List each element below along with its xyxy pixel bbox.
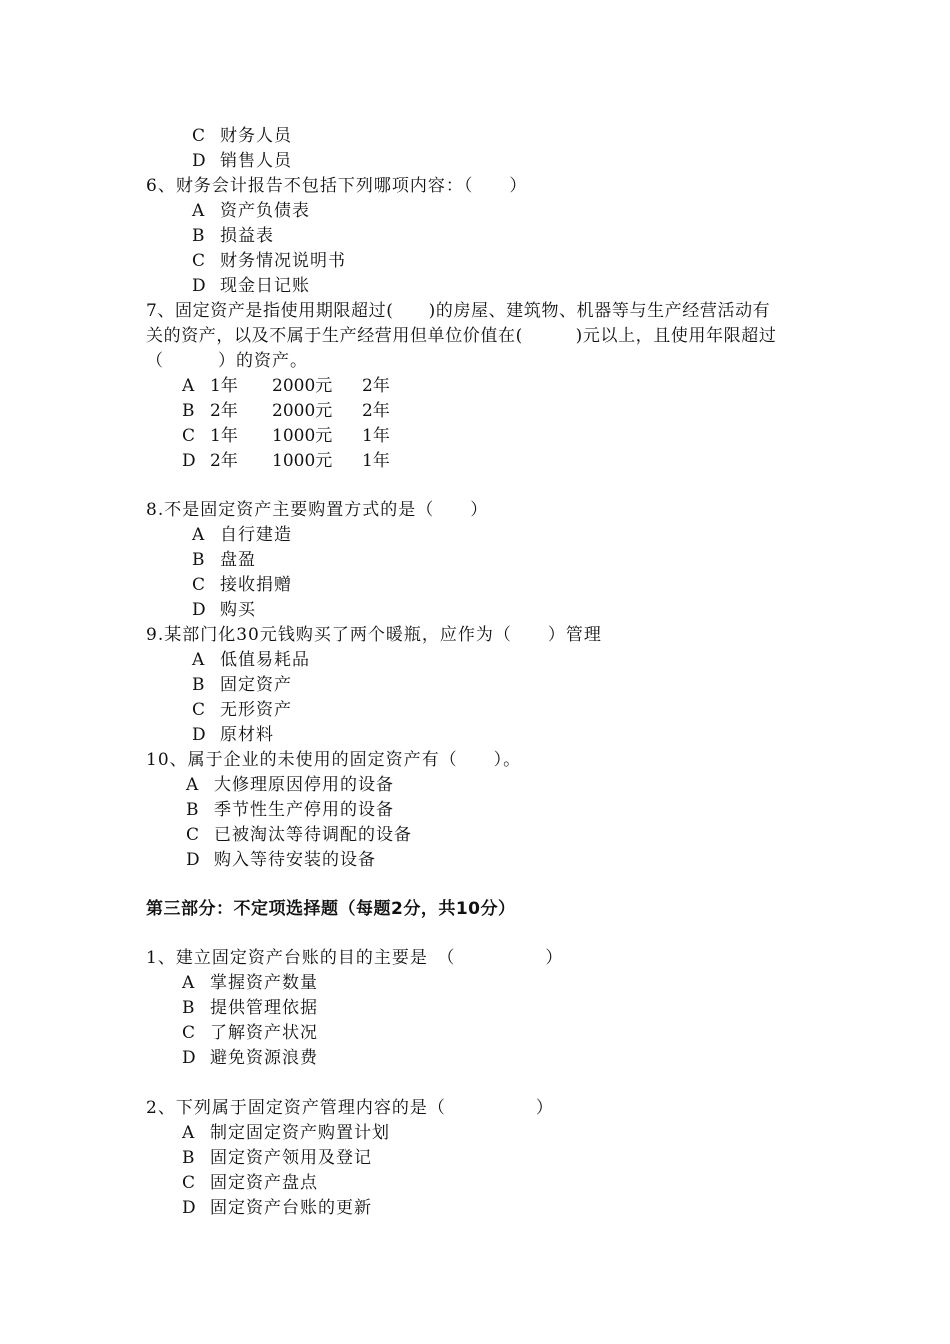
option-text: 原材料 [220,725,274,745]
option-letter: C [192,700,207,720]
option-letter: D [182,1048,197,1068]
option-c [186,823,412,847]
option-text: 提供管理依据 [210,998,318,1018]
option-letter: B [182,1148,196,1168]
option-letter: C [192,126,207,146]
option-letter: D [192,725,207,745]
option-c [182,1171,318,1195]
option-text: 固定资产 [220,675,292,695]
option-col-3: 1年 [362,426,390,446]
option-col-2: 1000元 [272,426,333,446]
option-d [182,1046,318,1070]
option-letter: B [182,401,195,421]
option-letter: A [182,1123,196,1143]
option-d [192,149,292,173]
option-b [186,798,394,822]
question-7-line-1: 7、固定资产是指使用期限超过( )的房屋、建筑物、机器等与生产经营活动有 [146,301,771,321]
question-9: 9.某部门化30元钱购买了两个暖瓶，应作为（ ）管理 [146,625,602,645]
option-b [192,673,292,697]
option-letter: D [192,276,207,296]
option-letter: A [192,201,206,221]
option-b [192,548,256,572]
option-c [192,249,346,273]
question-10: 10、属于企业的未使用的固定资产有（ ）。 [146,750,522,770]
option-text: 固定资产台账的更新 [210,1198,372,1218]
option-d [192,274,310,298]
option-text: 接收捐赠 [220,575,292,595]
option-letter: B [182,998,196,1018]
section-heading: 第三部分：不定项选择题（每题2分，共10分） [146,899,516,919]
option-a [192,648,310,672]
option-letter: B [186,800,200,820]
option-letter: C [182,1173,197,1193]
option-text: 已被淘汰等待调配的设备 [214,825,412,845]
option-letter: A [182,376,195,396]
option-letter: A [182,973,196,993]
option-letter: C [192,251,207,271]
question-1: 1、建立固定资产台账的目的主要是 （ ） [146,948,564,968]
option-letter: C [182,1023,197,1043]
option-d [192,598,256,622]
option-col-1: 1年 [210,376,238,396]
option-d [182,1196,372,1220]
option-text: 无形资产 [220,700,292,720]
option-text: 低值易耗品 [220,650,310,670]
option-letter: D [186,850,201,870]
option-col-2: 2000元 [272,376,333,396]
option-text: 固定资产盘点 [210,1173,318,1193]
option-a [192,523,292,547]
option-text: 损益表 [220,226,274,246]
question-8: 8.不是固定资产主要购置方式的是（ ） [146,500,489,520]
option-d [186,848,376,872]
option-text: 现金日记账 [220,276,310,296]
option-col-2: 1000元 [272,451,333,471]
option-letter: B [192,226,206,246]
option-letter: A [192,650,206,670]
option-col-3: 2年 [362,401,390,421]
option-letter: C [192,575,207,595]
option-text: 购入等待安装的设备 [214,850,376,870]
option-text: 季节性生产停用的设备 [214,800,394,820]
option-letter: D [182,451,196,471]
option-d [192,723,274,747]
question-7-line-3: （ ）的资产。 [146,351,308,371]
option-text: 掌握资产数量 [210,973,318,993]
option-letter: A [192,525,206,545]
option-c [182,1021,318,1045]
option-c [192,124,292,148]
question-7-line-2: 关的资产，以及不属于生产经营用但单位价值在( )元以上，且使用年限超过 [146,326,777,346]
option-text: 自行建造 [220,525,292,545]
option-text: 财务人员 [220,126,292,146]
option-a [182,971,318,995]
option-letter: D [192,151,207,171]
option-text: 固定资产领用及登记 [210,1148,372,1168]
option-letter: A [186,775,200,795]
option-col-1: 1年 [210,426,238,446]
option-text: 销售人员 [220,151,292,171]
option-text: 资产负债表 [220,201,310,221]
question-6: 6、财务会计报告不包括下列哪项内容：（ ） [146,176,528,196]
option-a [186,773,394,797]
option-c [192,698,292,722]
option-col-1: 2年 [210,451,238,471]
option-col-3: 2年 [362,376,390,396]
option-letter: B [192,550,206,570]
option-text: 了解资产状况 [210,1023,318,1043]
option-a [192,199,310,223]
option-letter: B [192,675,206,695]
question-2: 2、下列属于固定资产管理内容的是（ ） [146,1098,554,1118]
option-letter: C [186,825,201,845]
option-text: 盘盈 [220,550,256,570]
option-c [192,573,292,597]
option-text: 制定固定资产购置计划 [210,1123,390,1143]
option-col-2: 2000元 [272,401,333,421]
option-col-3: 1年 [362,451,390,471]
option-letter: D [182,1198,197,1218]
option-text: 购买 [220,600,256,620]
option-b [182,996,318,1020]
option-letter: D [192,600,207,620]
option-b [182,1146,372,1170]
option-letter: C [182,426,196,446]
option-text: 财务情况说明书 [220,251,346,271]
option-text: 大修理原因停用的设备 [214,775,394,795]
option-col-1: 2年 [210,401,238,421]
option-a [182,1121,390,1145]
option-text: 避免资源浪费 [210,1048,318,1068]
option-b [192,224,274,248]
